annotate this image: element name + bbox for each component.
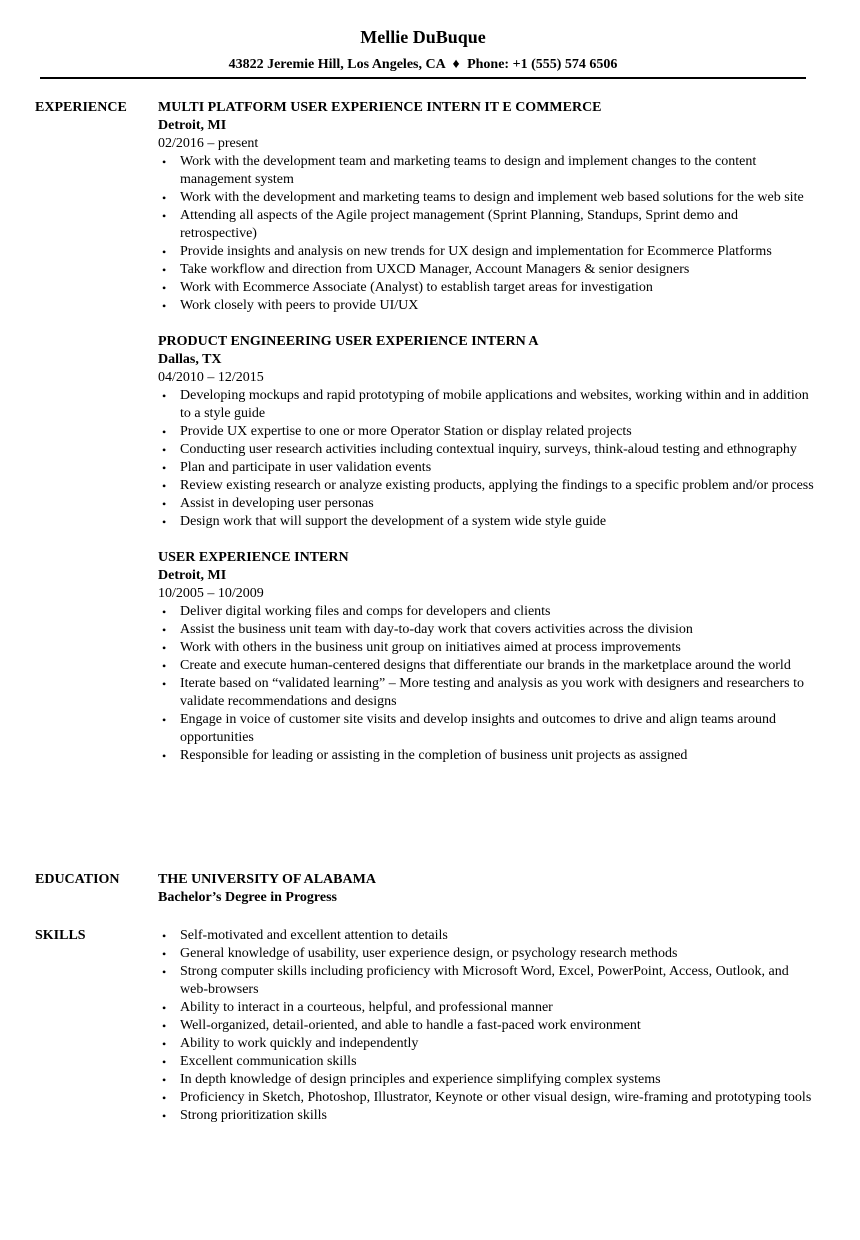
bullet-icon: • xyxy=(162,155,167,169)
list-item xyxy=(158,621,818,639)
list-item xyxy=(158,927,818,945)
list-item xyxy=(158,675,818,711)
list-item-text: Plan and participate in user validation events xyxy=(180,460,432,475)
list-item-text: Work with Ecommerce Associate (Analyst) to establish target areas for investigation xyxy=(180,280,653,295)
school-name: THE UNIVERSITY OF ALABAMA xyxy=(158,872,376,887)
list-item-text: Developing mockups and rapid prototyping of mobile applications and websites, working within and in addition to a style guide xyxy=(180,388,809,421)
job-title: PRODUCT ENGINEERING USER EXPERIENCE INTERN A xyxy=(158,334,539,349)
list-item-text: In depth knowledge of design principles and experience simplifying complex systems xyxy=(180,1072,661,1087)
list-item-text: Create and execute human-centered designs that differentiate our brands in the marketplace around the world xyxy=(180,658,791,673)
bullet-icon: • xyxy=(162,1073,167,1087)
bullet-icon: • xyxy=(162,1037,167,1051)
skills-list xyxy=(158,927,818,1125)
section-label-education: EDUCATION xyxy=(35,872,120,887)
bullet-icon: • xyxy=(162,515,167,529)
section-label-skills: SKILLS xyxy=(35,928,86,943)
list-item xyxy=(158,711,818,747)
list-item-text: Ability to interact in a courteous, helpful, and professional manner xyxy=(180,1000,553,1015)
bullet-icon: • xyxy=(162,497,167,511)
list-item xyxy=(158,1017,818,1035)
list-item xyxy=(158,495,818,513)
list-item xyxy=(158,243,818,261)
list-item xyxy=(158,1053,818,1071)
job-dates: 04/2010 – 12/2015 xyxy=(158,370,264,385)
bullet-icon: • xyxy=(162,965,167,979)
list-item xyxy=(158,513,818,531)
list-item-text: Take workflow and direction from UXCD Manager, Account Managers & senior designers xyxy=(180,262,690,277)
bullet-icon: • xyxy=(162,641,167,655)
job-location: Detroit, MI xyxy=(158,568,227,583)
job-responsibilities xyxy=(158,603,818,765)
job-entry xyxy=(158,99,818,315)
list-item-text: General knowledge of usability, user experience design, or psychology research methods xyxy=(180,946,678,961)
job-responsibilities xyxy=(158,153,818,315)
list-item xyxy=(158,261,818,279)
education-body xyxy=(158,871,818,907)
list-item xyxy=(158,387,818,423)
list-item-text: Work with others in the business unit group on initiatives aimed at process improvements xyxy=(180,640,681,655)
bullet-icon: • xyxy=(162,461,167,475)
list-item xyxy=(158,477,818,495)
list-item xyxy=(158,441,818,459)
list-item xyxy=(158,1071,818,1089)
bullet-icon: • xyxy=(162,1001,167,1015)
list-item xyxy=(158,945,818,963)
bullet-icon: • xyxy=(162,443,167,457)
bullet-icon: • xyxy=(162,191,167,205)
list-item-text: Assist the business unit team with day-to-day work that covers activities across the division xyxy=(180,622,693,637)
list-item-text: Attending all aspects of the Agile project management (Sprint Planning, Standups, Sprint demo and retrospective) xyxy=(180,208,738,241)
list-item-text: Proficiency in Sketch, Photoshop, Illustrator, Keynote or other visual design, wire-framing and prototyping tools xyxy=(180,1090,812,1105)
list-item-text: Strong computer skills including proficiency with Microsoft Word, Excel, PowerPoint, Access, Outlook, and web-browsers xyxy=(180,964,789,997)
contact-line xyxy=(40,56,806,74)
job-location: Dallas, TX xyxy=(158,352,222,367)
list-item xyxy=(158,1089,818,1107)
list-item xyxy=(158,963,818,999)
list-item-text: Provide insights and analysis on new trends for UX design and implementation for Ecommerce Platforms xyxy=(180,244,772,259)
list-item xyxy=(158,279,818,297)
list-item-text: Work with the development and marketing teams to design and implement web based solutions for the web site xyxy=(180,190,804,205)
bullet-icon: • xyxy=(162,263,167,277)
list-item xyxy=(158,639,818,657)
bullet-icon: • xyxy=(162,299,167,313)
list-item-text: Design work that will support the development of a system wide style guide xyxy=(180,514,607,529)
bullet-icon: • xyxy=(162,1091,167,1105)
section-label-experience: EXPERIENCE xyxy=(35,100,127,115)
bullet-icon: • xyxy=(162,245,167,259)
list-item-text: Iterate based on “validated learning” – More testing and analysis as you work with designers and researchers to validate recommendations and designs xyxy=(180,676,804,709)
job-entry xyxy=(158,549,818,765)
list-item xyxy=(158,1107,818,1125)
list-item xyxy=(158,657,818,675)
list-item xyxy=(158,153,818,189)
job-responsibilities xyxy=(158,387,818,531)
job-dates: 02/2016 – present xyxy=(158,136,259,151)
bullet-icon: • xyxy=(162,749,167,763)
bullet-icon: • xyxy=(162,623,167,637)
job-dates: 10/2005 – 10/2009 xyxy=(158,586,264,601)
bullet-icon: • xyxy=(162,1055,167,1069)
job-title: MULTI PLATFORM USER EXPERIENCE INTERN IT E COMMERCE xyxy=(158,100,602,115)
bullet-icon: • xyxy=(162,281,167,295)
bullet-icon: • xyxy=(162,479,167,493)
list-item-text: Provide UX expertise to one or more Operator Station or display related projects xyxy=(180,424,632,439)
bullet-icon: • xyxy=(162,659,167,673)
list-item-text: Excellent communication skills xyxy=(180,1054,357,1069)
bullet-icon: • xyxy=(162,209,167,223)
list-item-text: Well-organized, detail-oriented, and able to handle a fast-paced work environment xyxy=(180,1018,641,1033)
bullet-icon: • xyxy=(162,947,167,961)
list-item-text: Engage in voice of customer site visits and develop insights and outcomes to drive and align teams around opportunities xyxy=(180,712,777,745)
list-item-text: Ability to work quickly and independently xyxy=(180,1036,419,1051)
job-entry xyxy=(158,333,818,531)
list-item xyxy=(158,603,818,621)
bullet-icon: • xyxy=(162,677,167,691)
experience-list xyxy=(158,99,818,783)
resume-header xyxy=(40,26,806,74)
list-item-text: Strong prioritization skills xyxy=(180,1108,327,1123)
list-item xyxy=(158,297,818,315)
diamond-icon: ♦ xyxy=(452,57,460,72)
list-item xyxy=(158,423,818,441)
list-item-text: Responsible for leading or assisting in the completion of business unit projects as assigned xyxy=(180,748,688,763)
bullet-icon: • xyxy=(162,425,167,439)
bullet-icon: • xyxy=(162,605,167,619)
list-item xyxy=(158,207,818,243)
phone: Phone: +1 (555) 574 6506 xyxy=(467,57,618,72)
list-item xyxy=(158,459,818,477)
job-location: Detroit, MI xyxy=(158,118,227,133)
list-item-text: Self-motivated and excellent attention to details xyxy=(180,928,448,943)
list-item xyxy=(158,189,818,207)
list-item-text: Work with the development team and marketing teams to design and implement changes to the content management system xyxy=(180,154,757,187)
degree: Bachelor’s Degree in Progress xyxy=(158,890,337,905)
bullet-icon: • xyxy=(162,1019,167,1033)
list-item-text: Assist in developing user personas xyxy=(180,496,374,511)
header-divider xyxy=(40,77,806,79)
bullet-icon: • xyxy=(162,389,167,403)
skills-body xyxy=(158,927,818,1125)
list-item xyxy=(158,999,818,1017)
candidate-name: Mellie DuBuque xyxy=(360,27,486,47)
list-item xyxy=(158,747,818,765)
job-title: USER EXPERIENCE INTERN xyxy=(158,550,349,565)
bullet-icon: • xyxy=(162,929,167,943)
address: 43822 Jeremie Hill, Los Angeles, CA xyxy=(228,57,445,72)
list-item xyxy=(158,1035,818,1053)
list-item-text: Deliver digital working files and comps for developers and clients xyxy=(180,604,551,619)
list-item-text: Review existing research or analyze existing products, applying the findings to a specific problem and/or process xyxy=(180,478,814,493)
list-item-text: Conducting user research activities including contextual inquiry, surveys, think-aloud testing and ethnography xyxy=(180,442,797,457)
bullet-icon: • xyxy=(162,1109,167,1123)
bullet-icon: • xyxy=(162,713,167,727)
list-item-text: Work closely with peers to provide UI/UX xyxy=(180,298,419,313)
